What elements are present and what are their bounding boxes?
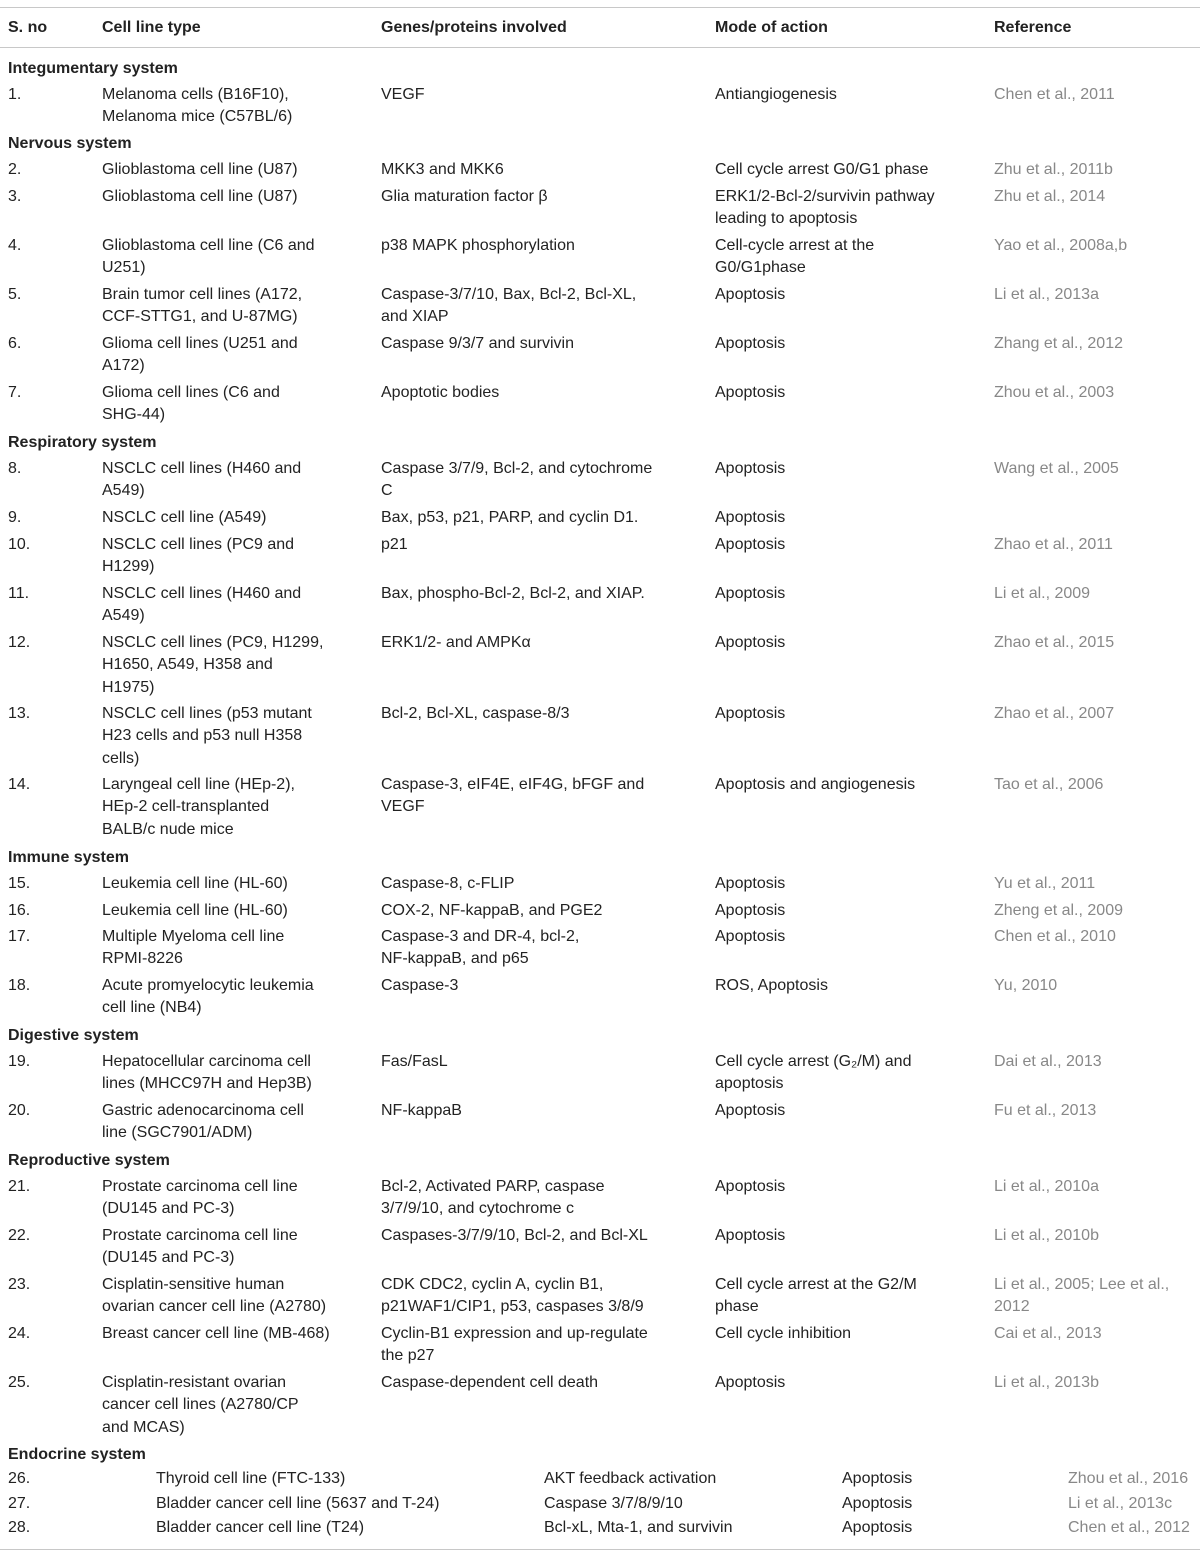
row-number: 17. bbox=[8, 928, 31, 945]
genes-text: Caspase-dependent cell death bbox=[381, 1374, 599, 1391]
mode-text: Apoptosis bbox=[715, 1227, 786, 1244]
header-reference: Reference bbox=[994, 19, 1072, 36]
row-number: 14. bbox=[8, 776, 31, 793]
mode-text: Apoptosis and angiogenesis bbox=[715, 776, 916, 793]
bottom-rule bbox=[0, 1549, 1200, 1550]
mode-text: Apoptosis bbox=[715, 634, 786, 651]
genes-text: Fas/FasL bbox=[381, 1053, 448, 1070]
row-number: 24. bbox=[8, 1325, 31, 1342]
header-cell-line: Cell line type bbox=[102, 19, 201, 36]
reference-text: Zhou et al., 2003 bbox=[994, 384, 1115, 401]
row-number: 12. bbox=[8, 634, 31, 651]
mode-text: Apoptosis bbox=[715, 509, 786, 526]
genes-text: NF-kappaB, and p65 bbox=[381, 950, 529, 968]
cell-line-text: Glioblastoma cell line (C6 and bbox=[102, 237, 315, 254]
cell-line-text: Cisplatin-resistant ovarian bbox=[102, 1374, 287, 1391]
mode-text: Cell-cycle arrest at the bbox=[715, 237, 875, 254]
cell-line-text: cell line (NB4) bbox=[102, 999, 202, 1017]
genes-text: AKT feedback activation bbox=[544, 1470, 717, 1487]
cell-line-text: (DU145 and PC-3) bbox=[102, 1249, 235, 1267]
header-genes: Genes/proteins involved bbox=[381, 19, 567, 36]
reference-text: Zhou et al., 2016 bbox=[1068, 1470, 1189, 1487]
genes-text: C bbox=[381, 482, 393, 500]
cell-line-text: NSCLC cell line (A549) bbox=[102, 509, 267, 526]
mode-text: Cell cycle arrest G0/G1 phase bbox=[715, 161, 929, 178]
cell-line-text: A549) bbox=[102, 607, 145, 625]
cell-line-text: NSCLC cell lines (PC9 and bbox=[102, 536, 295, 553]
row-number: 2. bbox=[8, 161, 22, 178]
reference-text: Zhao et al., 2011 bbox=[994, 536, 1113, 553]
section-title: Reproductive system bbox=[8, 1152, 170, 1169]
genes-text: Caspase 9/3/7 and survivin bbox=[381, 335, 574, 352]
section-title: Nervous system bbox=[8, 135, 132, 152]
genes-text: Caspase-3 and DR-4, bcl-2, bbox=[381, 928, 580, 945]
cell-line-text: H1299) bbox=[102, 558, 155, 576]
cell-line-text: ovarian cancer cell line (A2780) bbox=[102, 1298, 327, 1316]
cell-line-text: H1975) bbox=[102, 678, 155, 696]
genes-text: Glia maturation factor β bbox=[381, 188, 548, 205]
mode-text: Apoptosis bbox=[715, 286, 786, 303]
mode-text: Apoptosis bbox=[842, 1470, 913, 1487]
cell-line-text: U251) bbox=[102, 259, 146, 277]
cell-line-text: Melanoma cells (B16F10), bbox=[102, 86, 289, 103]
mode-text: ROS, Apoptosis bbox=[715, 977, 828, 994]
cell-line-text: lines (MHCC97H and Hep3B) bbox=[102, 1075, 312, 1093]
mode-text: leading to apoptosis bbox=[715, 210, 858, 228]
row-number: 7. bbox=[8, 384, 22, 401]
genes-text: MKK3 and MKK6 bbox=[381, 161, 504, 178]
reference-text: 2012 bbox=[994, 1298, 1030, 1316]
mode-text: Apoptosis bbox=[715, 384, 786, 401]
genes-text: Cyclin-B1 expression and up-regulate bbox=[381, 1325, 648, 1342]
cell-line-text: A172) bbox=[102, 357, 145, 375]
genes-text: p21 bbox=[381, 536, 408, 553]
reference-text: Li et al., 2013b bbox=[994, 1374, 1099, 1391]
cell-line-text: Glioblastoma cell line (U87) bbox=[102, 188, 298, 205]
genes-text: Bcl-2, Bcl-XL, caspase-8/3 bbox=[381, 705, 570, 722]
header-rule bbox=[0, 47, 1200, 48]
row-number: 11. bbox=[8, 585, 30, 602]
genes-text: Caspase-8, c-FLIP bbox=[381, 875, 515, 892]
genes-text: COX-2, NF-kappaB, and PGE2 bbox=[381, 902, 603, 919]
cell-line-text: NSCLC cell lines (H460 and bbox=[102, 460, 302, 477]
row-number: 27. bbox=[8, 1495, 31, 1512]
cell-line-text: Hepatocellular carcinoma cell bbox=[102, 1053, 311, 1070]
genes-text: NF-kappaB bbox=[381, 1102, 462, 1119]
mode-text: Apoptosis bbox=[715, 585, 786, 602]
row-number: 15. bbox=[8, 875, 31, 892]
cell-line-text: Leukemia cell line (HL-60) bbox=[102, 875, 288, 892]
genes-text: Apoptotic bodies bbox=[381, 384, 500, 401]
reference-text: Chen et al., 2010 bbox=[994, 928, 1116, 945]
genes-text: VEGF bbox=[381, 86, 425, 103]
genes-text: Caspase 3/7/8/9/10 bbox=[544, 1495, 683, 1512]
reference-text: Li et al., 2009 bbox=[994, 585, 1091, 602]
cell-line-text: Laryngeal cell line (HEp-2), bbox=[102, 776, 295, 793]
genes-text: Caspase 3/7/9, Bcl-2, and cytochrome bbox=[381, 460, 653, 477]
row-number: 4. bbox=[8, 237, 22, 254]
cell-line-text: Multiple Myeloma cell line bbox=[102, 928, 285, 945]
row-number: 6. bbox=[8, 335, 22, 352]
genes-text: Caspases-3/7/9/10, Bcl-2, and Bcl-XL bbox=[381, 1227, 648, 1244]
cell-line-text: line (SGC7901/ADM) bbox=[102, 1124, 253, 1142]
reference-text: Yu, 2010 bbox=[994, 977, 1058, 994]
cell-line-text: (DU145 and PC-3) bbox=[102, 1200, 235, 1218]
cell-line-text: Bladder cancer cell line (5637 and T-24) bbox=[156, 1495, 440, 1512]
mode-text: Apoptosis bbox=[715, 705, 786, 722]
reference-text: Li et al., 2010b bbox=[994, 1227, 1099, 1244]
reference-text: Zhao et al., 2015 bbox=[994, 634, 1115, 651]
row-number: 1. bbox=[8, 86, 22, 103]
cell-line-text: Breast cancer cell line (MB-468) bbox=[102, 1325, 330, 1342]
genes-text: Bax, p53, p21, PARP, and cyclin D1. bbox=[381, 509, 639, 526]
genes-text: ERK1/2- and AMPKα bbox=[381, 634, 531, 651]
row-number: 5. bbox=[8, 286, 22, 303]
mode-text: Apoptosis bbox=[842, 1519, 913, 1536]
reference-text: Li et al., 2013a bbox=[994, 286, 1099, 303]
cell-line-text: Prostate carcinoma cell line bbox=[102, 1227, 298, 1244]
section-title: Immune system bbox=[8, 849, 129, 866]
top-rule bbox=[0, 7, 1200, 8]
mode-text: Apoptosis bbox=[715, 928, 786, 945]
cell-line-text: BALB/c nude mice bbox=[102, 820, 234, 838]
reference-text: Zhang et al., 2012 bbox=[994, 335, 1123, 352]
mode-text: ERK1/2-Bcl-2/survivin pathway bbox=[715, 188, 935, 205]
reference-text: Chen et al., 2011 bbox=[994, 86, 1115, 103]
cell-line-text: Thyroid cell line (FTC-133) bbox=[156, 1470, 346, 1487]
mode-text: Apoptosis bbox=[715, 460, 786, 477]
mode-text: Apoptosis bbox=[715, 902, 786, 919]
cell-line-text: HEp-2 cell-transplanted bbox=[102, 798, 270, 816]
row-number: 3. bbox=[8, 188, 22, 205]
mode-text: G0/G1phase bbox=[715, 259, 806, 277]
reference-text: Tao et al., 2006 bbox=[994, 776, 1104, 793]
cell-line-text: cancer cell lines (A2780/CP bbox=[102, 1396, 299, 1414]
cell-line-text: Brain tumor cell lines (A172, bbox=[102, 286, 303, 303]
section-title: Digestive system bbox=[8, 1027, 139, 1044]
reference-text: Zhao et al., 2007 bbox=[994, 705, 1115, 722]
genes-text: 3/7/9/10, and cytochrome c bbox=[381, 1200, 574, 1218]
cell-line-text: NSCLC cell lines (PC9, H1299, bbox=[102, 634, 324, 651]
cell-line-text: SHG-44) bbox=[102, 406, 166, 424]
row-number: 19. bbox=[8, 1053, 31, 1070]
genes-text: p21WAF1/CIP1, p53, caspases 3/8/9 bbox=[381, 1298, 644, 1316]
genes-text: Bcl-2, Activated PARP, caspase bbox=[381, 1178, 605, 1195]
row-number: 23. bbox=[8, 1276, 31, 1293]
mode-text: Apoptosis bbox=[842, 1495, 913, 1512]
reference-text: Li et al., 2013c bbox=[1068, 1495, 1173, 1512]
mode-text: Apoptosis bbox=[715, 1374, 786, 1391]
reference-text: Cai et al., 2013 bbox=[994, 1325, 1102, 1342]
reference-text: Chen et al., 2012 bbox=[1068, 1519, 1190, 1536]
reference-text: Zhu et al., 2014 bbox=[994, 188, 1106, 205]
reference-text: Zheng et al., 2009 bbox=[994, 902, 1123, 919]
cell-line-text: Leukemia cell line (HL-60) bbox=[102, 902, 288, 919]
cell-line-text: RPMI-8226 bbox=[102, 950, 183, 968]
row-number: 21. bbox=[8, 1178, 31, 1195]
row-number: 26. bbox=[8, 1470, 31, 1487]
cell-line-text: H23 cells and p53 null H358 bbox=[102, 727, 303, 745]
mode-text: phase bbox=[715, 1298, 759, 1316]
mode-text: Apoptosis bbox=[715, 335, 786, 352]
cell-line-text: cells) bbox=[102, 749, 140, 767]
mode-text: Apoptosis bbox=[715, 536, 786, 553]
cell-line-text: Cisplatin-sensitive human bbox=[102, 1276, 285, 1293]
row-number: 22. bbox=[8, 1227, 31, 1244]
section-title: Respiratory system bbox=[8, 434, 157, 451]
row-number: 16. bbox=[8, 902, 31, 919]
row-number: 10. bbox=[8, 536, 31, 553]
row-number: 18. bbox=[8, 977, 31, 994]
genes-text: CDK CDC2, cyclin A, cyclin B1, bbox=[381, 1276, 604, 1293]
mode-text: Apoptosis bbox=[715, 1178, 786, 1195]
cell-line-text: Glioma cell lines (U251 and bbox=[102, 335, 298, 352]
mode-text: Cell cycle inhibition bbox=[715, 1325, 852, 1342]
genes-text: Bax, phospho-Bcl-2, Bcl-2, and XIAP. bbox=[381, 585, 645, 602]
cell-line-text: Acute promyelocytic leukemia bbox=[102, 977, 314, 994]
header-sno: S. no bbox=[8, 19, 48, 36]
mode-text: Cell cycle arrest (G₂/M) and bbox=[715, 1053, 912, 1070]
genes-text: the p27 bbox=[381, 1347, 435, 1365]
mode-text: Antiangiogenesis bbox=[715, 86, 837, 103]
genes-text: Bcl-xL, Mta-1, and survivin bbox=[544, 1519, 733, 1536]
cell-line-text: Gastric adenocarcinoma cell bbox=[102, 1102, 304, 1119]
cell-line-text: Bladder cancer cell line (T24) bbox=[156, 1519, 365, 1536]
genes-text: Caspase-3 bbox=[381, 977, 459, 994]
mode-text: Cell cycle arrest at the G2/M bbox=[715, 1276, 917, 1293]
reference-text: Dai et al., 2013 bbox=[994, 1053, 1102, 1070]
reference-text: Wang et al., 2005 bbox=[994, 460, 1119, 477]
reference-text: Li et al., 2005; Lee et al., bbox=[994, 1276, 1170, 1293]
reference-text: Yao et al., 2008a,b bbox=[994, 237, 1128, 254]
row-number: 8. bbox=[8, 460, 22, 477]
cell-line-text: CCF-STTG1, and U-87MG) bbox=[102, 308, 298, 326]
section-title: Endocrine system bbox=[8, 1446, 146, 1463]
reference-text: Fu et al., 2013 bbox=[994, 1102, 1097, 1119]
cell-line-text: NSCLC cell lines (H460 and bbox=[102, 585, 302, 602]
mode-text: apoptosis bbox=[715, 1075, 784, 1093]
genes-text: and XIAP bbox=[381, 308, 449, 326]
cell-line-text: A549) bbox=[102, 482, 145, 500]
genes-text: VEGF bbox=[381, 798, 425, 816]
cell-line-text: Melanoma mice (C57BL/6) bbox=[102, 108, 293, 126]
genes-text: Caspase-3/7/10, Bax, Bcl-2, Bcl-XL, bbox=[381, 286, 637, 303]
cell-line-text: NSCLC cell lines (p53 mutant bbox=[102, 705, 312, 722]
cell-line-text: and MCAS) bbox=[102, 1418, 185, 1436]
row-number: 20. bbox=[8, 1102, 31, 1119]
row-number: 25. bbox=[8, 1374, 31, 1391]
row-number: 9. bbox=[8, 509, 22, 526]
cell-line-text: H1650, A549, H358 and bbox=[102, 656, 273, 674]
reference-text: Zhu et al., 2011b bbox=[994, 161, 1113, 178]
mode-text: Apoptosis bbox=[715, 1102, 786, 1119]
reference-text: Yu et al., 2011 bbox=[994, 875, 1096, 892]
cell-line-text: Glioma cell lines (C6 and bbox=[102, 384, 280, 401]
section-title: Integumentary system bbox=[8, 60, 178, 77]
row-number: 13. bbox=[8, 705, 31, 722]
genes-text: p38 MAPK phosphorylation bbox=[381, 237, 575, 254]
row-number: 28. bbox=[8, 1519, 31, 1536]
reference-text: Li et al., 2010a bbox=[994, 1178, 1099, 1195]
cell-line-text: Glioblastoma cell line (U87) bbox=[102, 161, 298, 178]
cell-line-text: Prostate carcinoma cell line bbox=[102, 1178, 298, 1195]
mode-text: Apoptosis bbox=[715, 875, 786, 892]
header-mode: Mode of action bbox=[715, 19, 828, 36]
genes-text: Caspase-3, eIF4E, eIF4G, bFGF and bbox=[381, 776, 645, 793]
